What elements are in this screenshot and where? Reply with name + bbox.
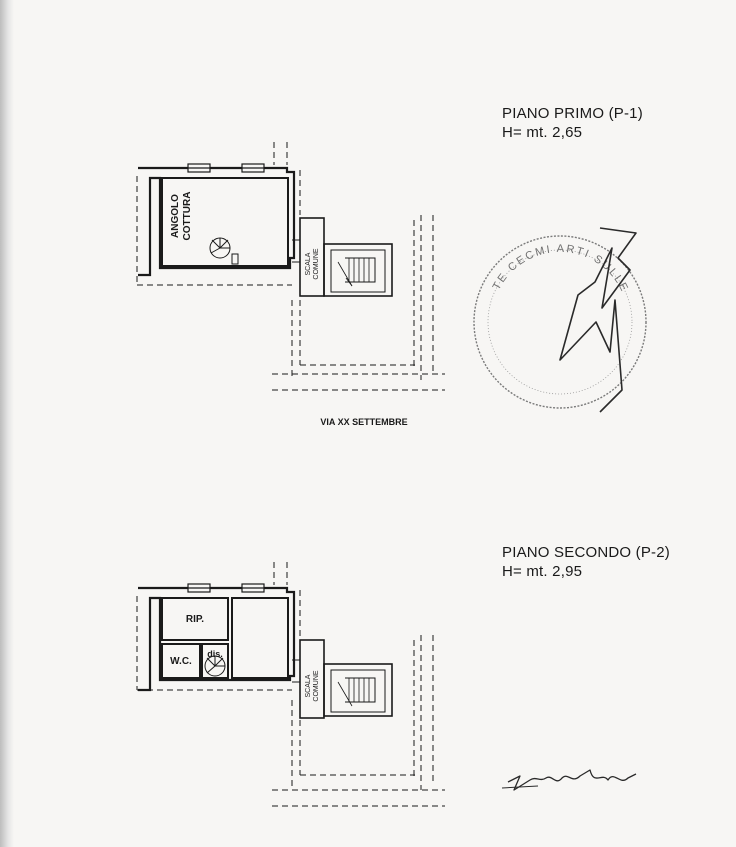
room-label-wc: W.C. — [170, 656, 192, 667]
street-label: VIA XX SETTEMBRE — [320, 417, 408, 427]
floor-2-name: PIANO SECONDO (P-2) — [502, 544, 670, 561]
room-label-cottura: COTTURA — [182, 191, 193, 241]
notary-stamp — [474, 236, 646, 408]
floor-1-height: H= mt. 2,65 — [502, 124, 583, 141]
floor-2-plan — [137, 562, 445, 806]
floor-2-stair-label-scala: SCALA — [305, 674, 312, 698]
handwritten-signature — [502, 770, 636, 790]
room-label-rip: RIP. — [185, 614, 205, 625]
floor-1-stair-label-scala: SCALA — [305, 252, 312, 276]
floor-1-spiral-stair — [210, 238, 238, 264]
room-label-dis: dis. — [207, 649, 223, 659]
floor-1-name: PIANO PRIMO (P-1) — [502, 105, 643, 122]
floor-2-height: H= mt. 2,95 — [502, 563, 583, 580]
room-label-angolo: ANGOLO — [170, 194, 181, 238]
room-main-floor-2 — [232, 598, 288, 678]
floor-1-plan — [137, 142, 445, 390]
stamp-text: TE CECMI ARTI SULLE — [490, 242, 631, 295]
floor-1-stair-label-comune: COMUNE — [313, 248, 320, 280]
floor-2-spiral-stair — [205, 656, 225, 676]
floor-2-stair-label-comune: COMUNE — [313, 670, 320, 702]
